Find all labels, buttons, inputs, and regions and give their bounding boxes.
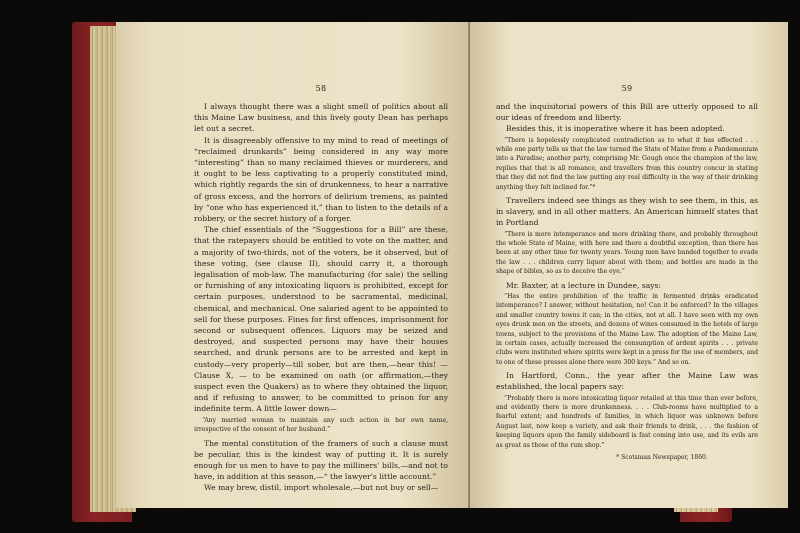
paragraph: In Hartford, Conn., the year after the Maine Law was established, the local papers say: (496, 371, 758, 392)
right-page-text (496, 101, 758, 450)
right-page (470, 22, 788, 508)
block-quote: “Probably there is more intoxicating liquor retailed at this time than ever before, and evidently there is more drunkenness. . . . Club-rooms have multiplied to a fearful extent; and hundreds of families, in which liquor was unknown before August last, now keep a variety, and ask their friends to drink, . . . the fashion of keeping liquors upon the family sideboard is fast coming into use, and its evils are as great as those of the rum shop.” (496, 394, 758, 449)
footnote: * Scotsman Newspaper, 1860. (616, 453, 708, 461)
paragraph: Travellers indeed see things as they wish to see them, in this, as in slavery, and in all other matters. An American himself states that in Portland (496, 196, 758, 228)
paragraph: The chief essentials of the “Suggestions for a Bill” are these, that the ratepayers should be entitled to vote on the matter, and a majority of two-thirds, not of the voters, be it observed, but of these voting, (see clause II), should carry it, a thorough legalisation of mob-law. The manufacturing (for sale) the selling or furnishing of any intoxicating liquors is prohibited, except for certain purposes, understood to be sacramental, medicinal, chemical, and mechanical. One salaried agent to be appointed to sell for these purposes. Fines for first offences, imprisonment for second or subsequent offences. Liquors may be seized and destroyed, and suspected persons may have their houses searched, and drunk persons are to be arrested and kept in custody—very properly—till sober, but are then,—hear this! — Clause X, — to be examined on oath (or affirmation,—they suspect even the Quakers) as to where they obtained the liquor, and if refusing to answer, to be committed to prison for any indefinite term. A little lower down— (194, 225, 448, 414)
block-quote: “There is hopelessly complicated contradiction as to what it has effected . . . while one party tells us that the law turned the State of Maine from a Pandemonium into a Paradise; another party, comprising Mr. Gough once the champion of the law, replies that that is all romance, and travellers from this country concur in stating that they did not find the law putting any real difficulty in the way of their drinking anything they felt inclined for.”* (496, 136, 758, 191)
paragraph: Mr. Baxter, at a lecture in Dundee, says: (506, 280, 661, 290)
paragraph: The mental constitution of the framers of such a clause must be peculiar, this is the kindest way of putting it. It is surely enough for us men to have to pay the milliners' bills,—and not to have, in addition at this season,—“ the lawyer's little account.” (194, 438, 448, 482)
paragraph: It is disagreeably offensive to my mind to read of meetings of “reclaimed drunkards” being considered in any way more “interesting” than so many reclaimed thieves or murderers, and it ought to be less captivating to a properly constituted mind, which rightly regards the sin of drunkenness, to hear a narrative of gross excess, and the horrors of delirium tremens, as painted by “one who has experienced it,” than to listen to the details of a robbery, or the secret history of a forger. (194, 135, 448, 224)
paragraph: Besides this, it is inoperative where it has been adopted. (506, 124, 725, 134)
page-number: 58 (315, 84, 327, 93)
quoted-clause: “Any married woman to maintain any such action in her own name, irrespective of the consent of her husband.” (194, 416, 448, 434)
paragraph: We may brew, distil, import wholesale,—but not buy or sell— (204, 483, 439, 493)
paragraph: I always thought there was a slight smell of politics about all this Maine Law business, and this lively gouty Dean has perhaps let out a secret. (194, 102, 448, 134)
block-quote: “Has the entire prohibition of the traffic in fermented drinks eradicated intemperance? I answer, without hesitation, no! Can it be enforced? In the villages and smaller country towns it can; in the cities, not at all. I have seen with my own eyes drunk men on the streets, and dozens of wines consumed in the hotels of large towns, subject to the provisions of the Maine Law. The adoption of the Maine Law, in certain cases, actually increased the consumption of ardent spirits . . . private clubs were instituted where spirits were kept in a press for the use of members, and to one of these presses alone there were 300 keys.” And so on. (496, 292, 758, 366)
block-quote: “There is more intemperance and more drinking there, and probably throughout the whole State of Maine, with here and there a doubtful exception, than there has been at any other time for twenty years. Young men have banded together to evade the law . . . children carry liquor about with them; and bottles are made in the shape of bibles, so as to deceive the eye.” (496, 230, 758, 276)
open-book (72, 14, 758, 520)
paragraph: and the inquisitorial powers of this Bill are utterly opposed to all our ideas of freedom and liberty. (496, 102, 758, 123)
left-page (116, 22, 470, 508)
page-number: 59 (621, 84, 633, 93)
